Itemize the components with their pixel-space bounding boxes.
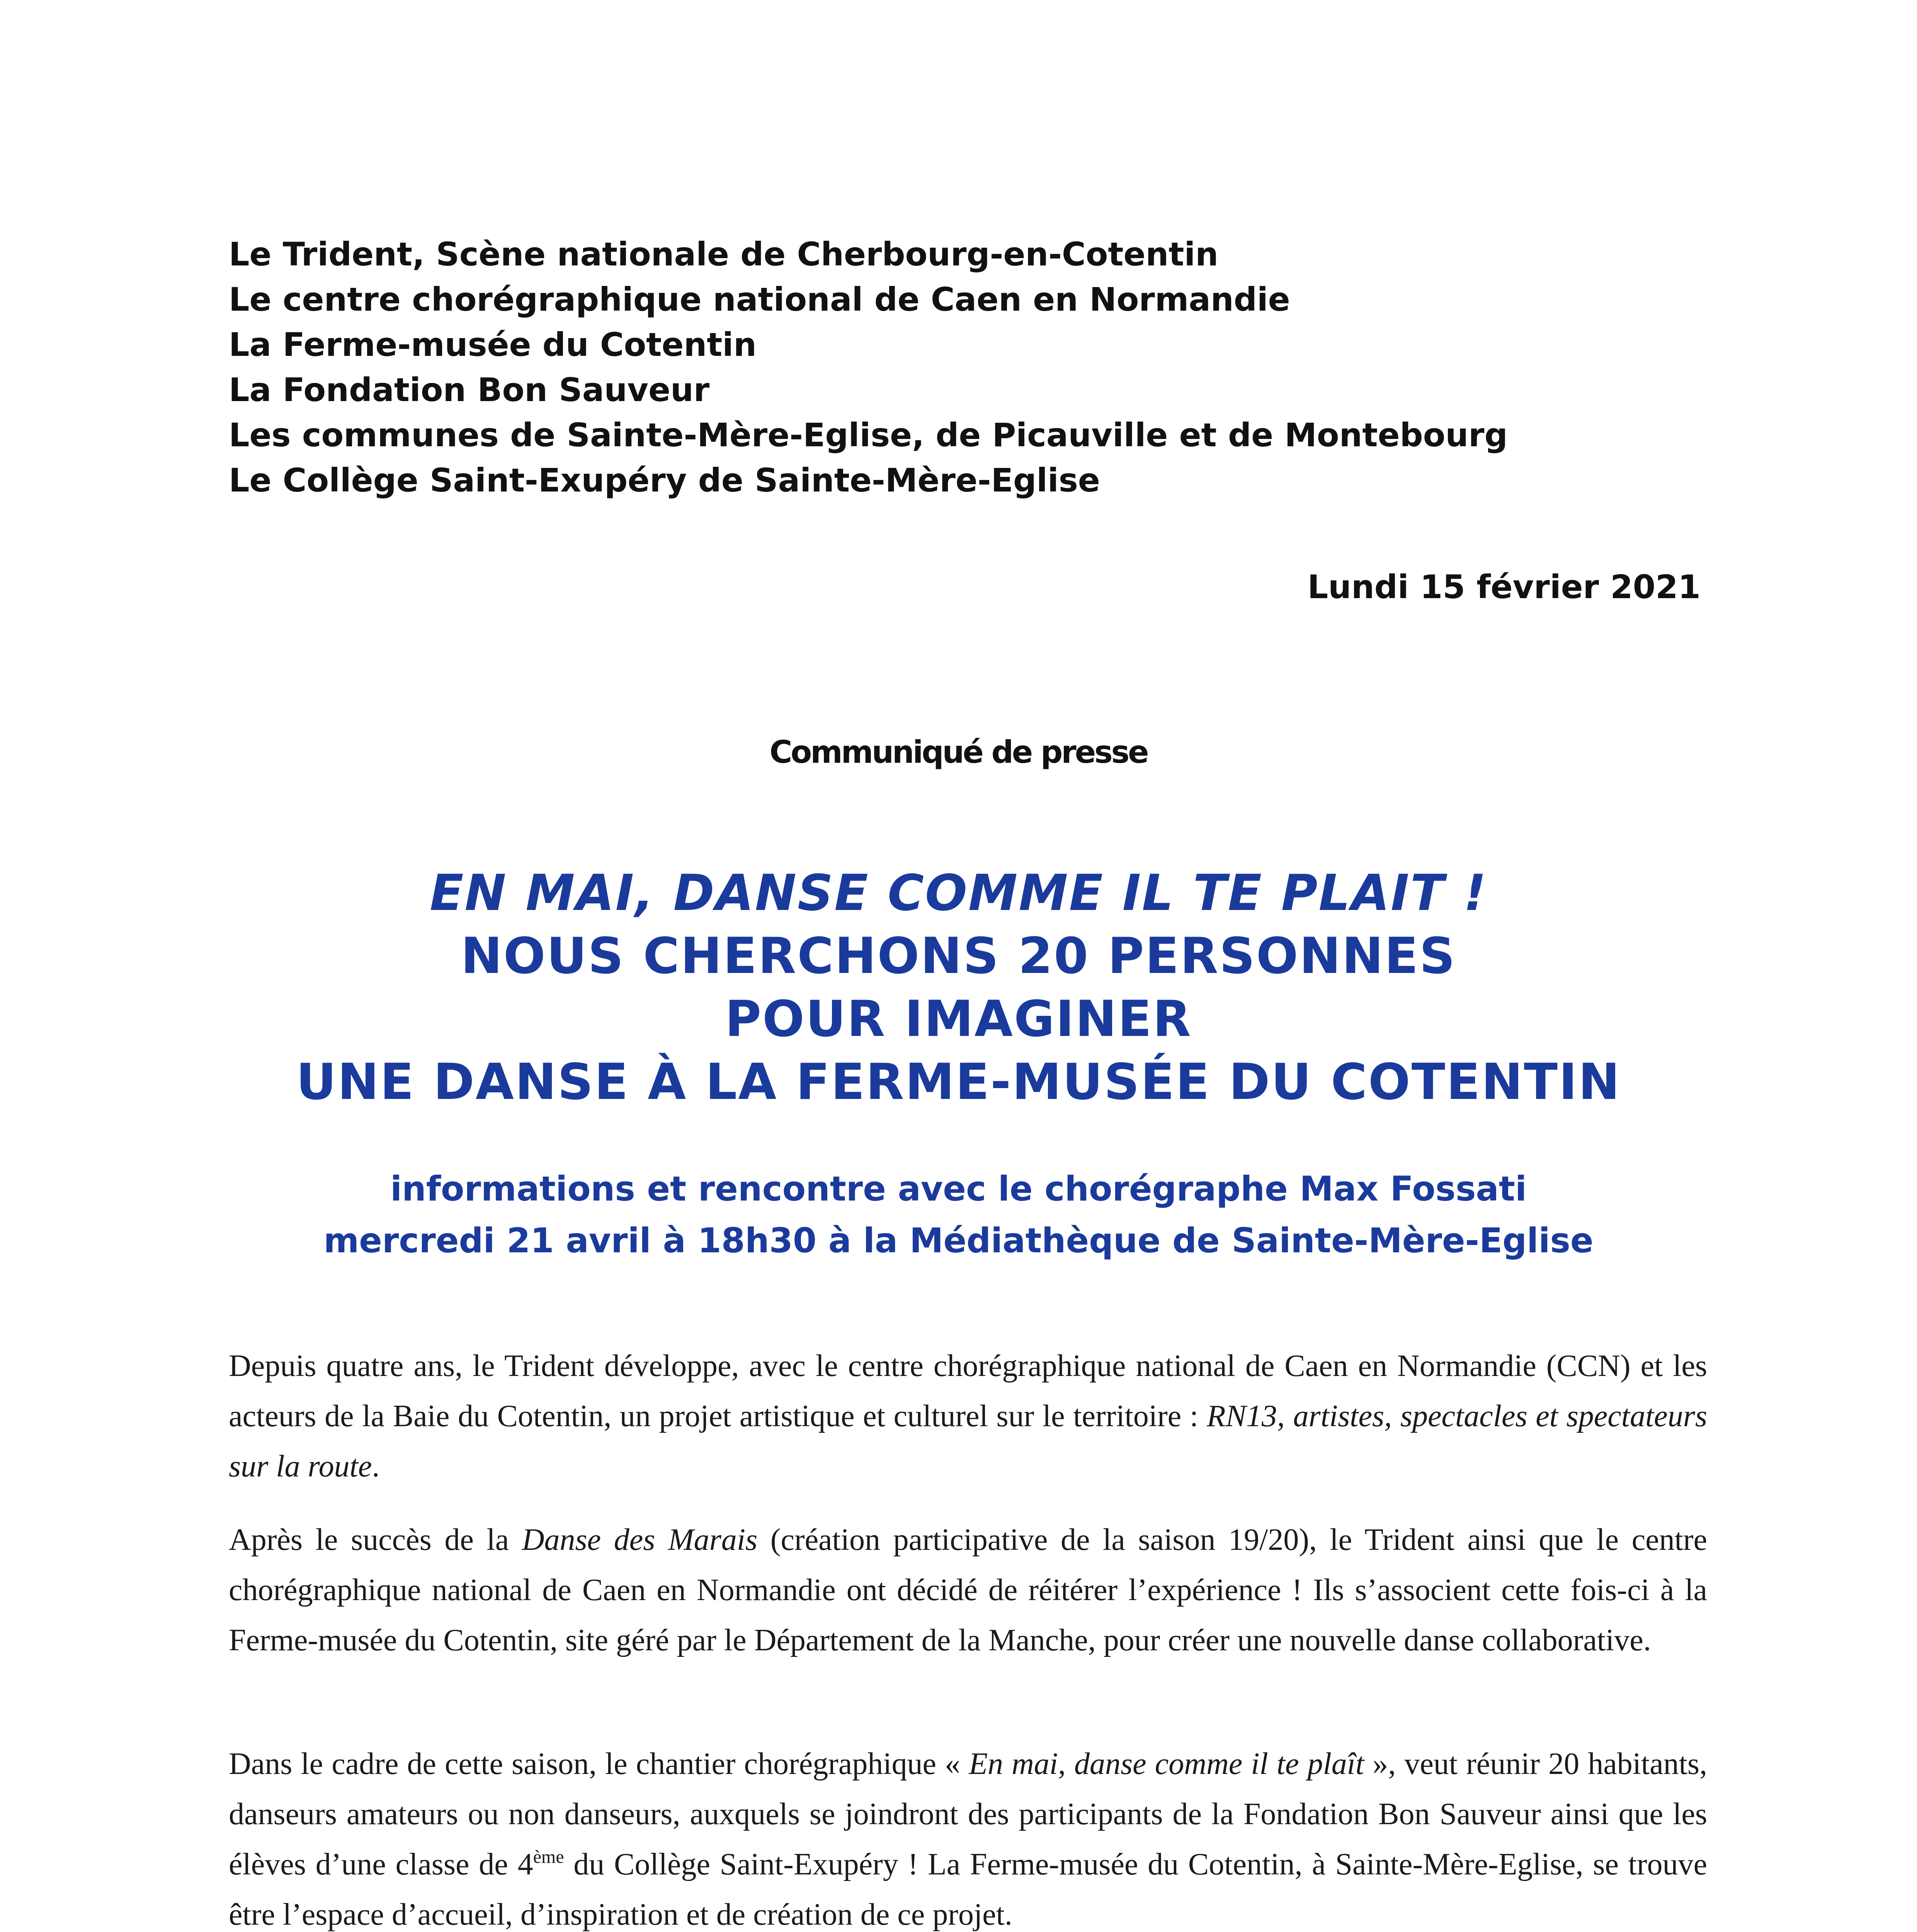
partner-line: La Fondation Bon Sauveur	[229, 371, 710, 409]
paragraph-project	[229, 1739, 1707, 1932]
partner-line: Le centre chorégraphique national de Caen en Normandie	[229, 281, 1290, 318]
text: Après le succès de la	[229, 1523, 522, 1557]
document-type: Communiqué de presse	[769, 734, 1148, 770]
partner-line: Le Collège Saint-Exupéry de Sainte-Mère-Eglise	[229, 461, 1100, 499]
partners-list	[229, 232, 1736, 503]
subheadline	[0, 1163, 1917, 1267]
text: Dans le cadre de cette saison, le chantier chorégraphique «	[229, 1747, 969, 1781]
text: (création participative de la saison 19/20), le Trident ainsi que le centre chorégraphique national de Caen en Normandie ont décidé de réitérer l’expérience ! Ils s’associent cette fois-ci à la Ferme-musée du Cotentin, site géré par le Département de la Manche, pour créer une nouvelle danse collaborative.	[229, 1523, 1708, 1657]
partner-line: La Ferme-musée du Cotentin	[229, 326, 757, 364]
partner-line: Les communes de Sainte-Mère-Eglise, de Picauville et de Montebourg	[229, 416, 1508, 454]
text: Depuis quatre ans, le Trident développe, avec le centre chorégraphique national de Caen en Normandie (CCN) et les acteurs de la Baie du Cotentin, un projet artistique et culturel sur le territoire :	[229, 1349, 1707, 1433]
text: », veut réunir 20 habitants, danseurs amateurs ou non danseurs, auxquels se joindront des participants de la Fondation Bon Sauveur ainsi que les élèves d’une classe de 4	[229, 1747, 1708, 1881]
subheadline-line: informations et rencontre avec le chorégraphe Max Fossati	[390, 1169, 1527, 1209]
paragraph-intro	[229, 1341, 1707, 1492]
headline-line: EN MAI, DANSE COMME IL TE PLAIT !	[430, 864, 1487, 922]
headline-line: POUR IMAGINER	[725, 990, 1192, 1048]
italic-text: RN13, artistes, spectacles et spectateurs sur la route	[229, 1399, 1707, 1483]
headline-line: UNE DANSE À LA FERME-MUSÉE DU COTENTIN	[296, 1053, 1621, 1111]
release-date: Lundi 15 février 2021	[1307, 568, 1701, 606]
text: .	[372, 1449, 380, 1483]
headline-line: NOUS CHERCHONS 20 PERSONNES	[461, 927, 1456, 985]
text: du Collège Saint-Exupéry ! La Ferme-musée du Cotentin, à Sainte-Mère-Eglise, se trouve être l’espace d’accueil, d’inspiration et de création de ce projet.	[229, 1847, 1707, 1932]
headline	[0, 862, 1917, 1114]
subheadline-line: mercredi 21 avril à 18h30 à la Médiathèque de Sainte-Mère-Eglise	[323, 1221, 1594, 1260]
italic-text: En mai, danse comme il te plaît	[969, 1747, 1364, 1781]
partner-line: Le Trident, Scène nationale de Cherbourg-en-Cotentin	[229, 235, 1219, 273]
superscript: ème	[533, 1847, 564, 1867]
italic-text: Danse des Marais	[522, 1523, 758, 1557]
paragraph-context	[229, 1515, 1707, 1665]
